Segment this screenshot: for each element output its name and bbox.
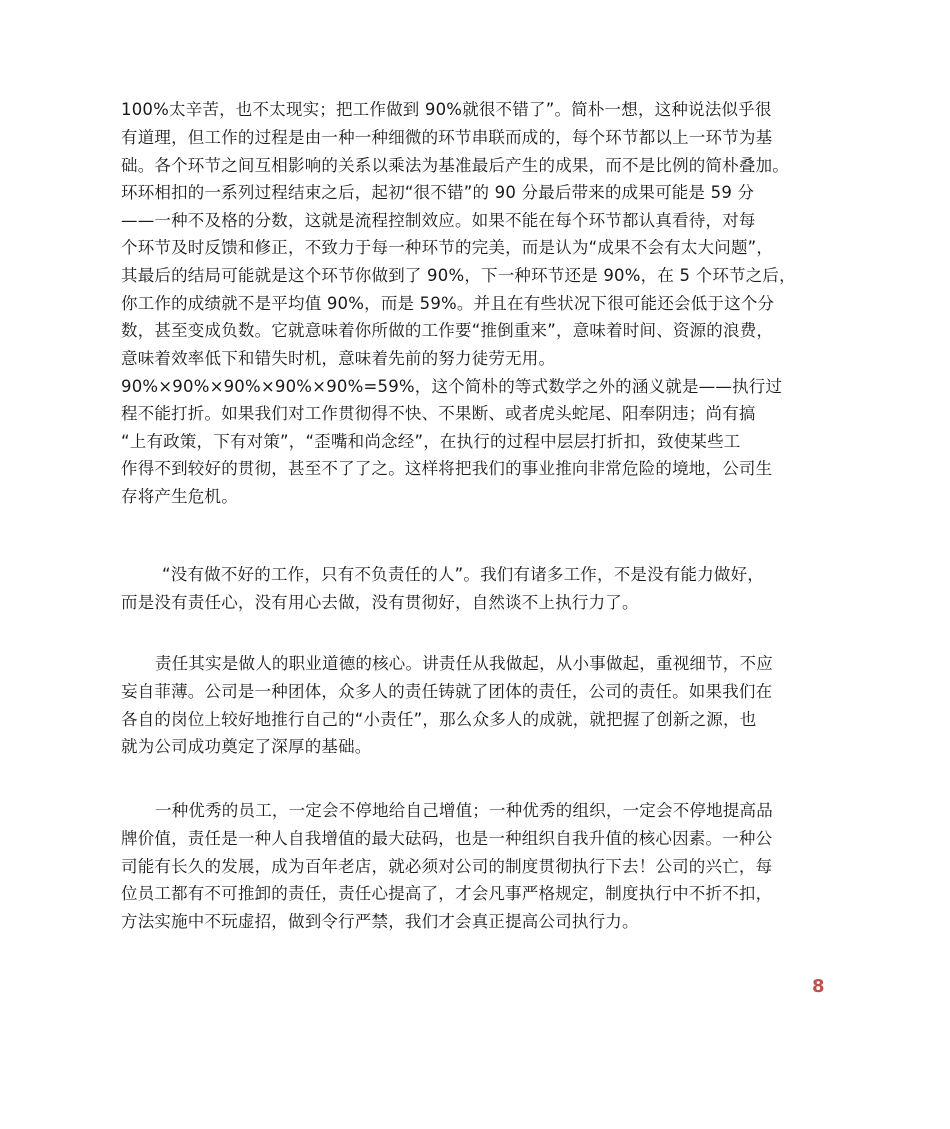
text-line: 各自的岗位上较好地推行自己的“小责任”，那么众多人的成就，就把握了创新之源，也 (121, 710, 757, 729)
text-line: 数，甚至变成负数。它就意味着你所做的工作要“推倒重来”，意味着时间、资源的浪费， (121, 321, 774, 340)
text-line: 环环相扣的一系列过程结束之后，起初“很不错”的 90 分最后带来的成果可能是 59 分 (121, 183, 755, 202)
text-line: 础。各个环节之间互相影响的关系以乘法为基准最后产生的成果，而不是比例的简朴叠加。 (121, 156, 789, 175)
text-line: 牌价值，责任是一种人自我增值的最大砝码，也是一种组织自我升值的核心因素。一种公 (121, 829, 773, 848)
text-line: 作得不到较好的贯彻，甚至不了了之。这样将把我们的事业推向非常危险的境地，公司生 (121, 459, 773, 478)
text-line: 妄自菲薄。公司是一种团体，众多人的责任铸就了团体的责任，公司的责任。如果我们在 (121, 682, 773, 701)
text-line: “上有政策，下有对策”，“歪嘴和尚念经”，在执行的过程中层层打折扣，致使某些工 (121, 432, 741, 451)
text-line: 责任其实是做人的职业道德的核心。讲责任从我做起，从小事做起，重视细节，不应 (155, 654, 773, 673)
text-line: 你工作的成绩就不是平均值 90%，而是 59%。并且在有些状况下很可能还会低于这个分 (121, 294, 775, 313)
text-line: 就为公司成功奠定了深厚的基础。 (121, 737, 372, 756)
text-line: 个环节及时反馈和修正，不致力于每一种环节的完美，而是认为“成果不会有太大问题”， (121, 238, 774, 257)
text-line: 司能有长久的发展，成为百年老店，就必须对公司的制度贯彻执行下去！公司的兴亡，每 (121, 857, 773, 876)
text-line: ——一种不及格的分数，这就是流程控制效应。如果不能在每个环节都认真看待，对每 (121, 211, 756, 230)
text-line: 其最后的结局可能就是这个环节你做到了 90%，下一种环节还是 90%，在 5 个环节之后， (121, 266, 796, 285)
text-line: 100%太辛苦，也不太现实；把工作做到 90%就很不错了”。简朴一想，这种说法似乎很 (121, 100, 772, 119)
text-line: 存将产生危机。 (121, 487, 238, 506)
text-line: 而是没有责任心，没有用心去做，没有贯彻好，自然谈不上执行力了。 (121, 593, 639, 612)
text-line: “没有做不好的工作，只有不负责任的人”。我们有诸多工作，不是没有能力做好， (162, 565, 764, 584)
page-number: 8 (812, 976, 825, 997)
text-line: 一种优秀的员工，一定会不停地给自己增值；一种优秀的组织，一定会不停地提高品 (155, 801, 773, 820)
text-line: 意味着效率低下和错失时机，意味着先前的努力徒劳无用。 (121, 349, 556, 368)
text-line: 有道理，但工作的过程是由一种一种细微的环节串联而成的，每个环节都以上一环节为基 (121, 128, 773, 147)
text-line: 90%×90%×90%×90%×90%=59%，这个简朴的等式数学之外的涵义就是——执行过 (121, 377, 783, 396)
text-line: 位员工都有不可推卸的责任，责任心提高了，才会凡事严格规定，制度执行中不折不扣， (121, 884, 773, 903)
text-line: 程不能打折。如果我们对工作贯彻得不快、不果断、或者虎头蛇尾、阳奉阴违；尚有搞 (121, 404, 756, 423)
text-line: 方法实施中不玩虚招，做到令行严禁，我们才会真正提高公司执行力。 (121, 912, 639, 931)
